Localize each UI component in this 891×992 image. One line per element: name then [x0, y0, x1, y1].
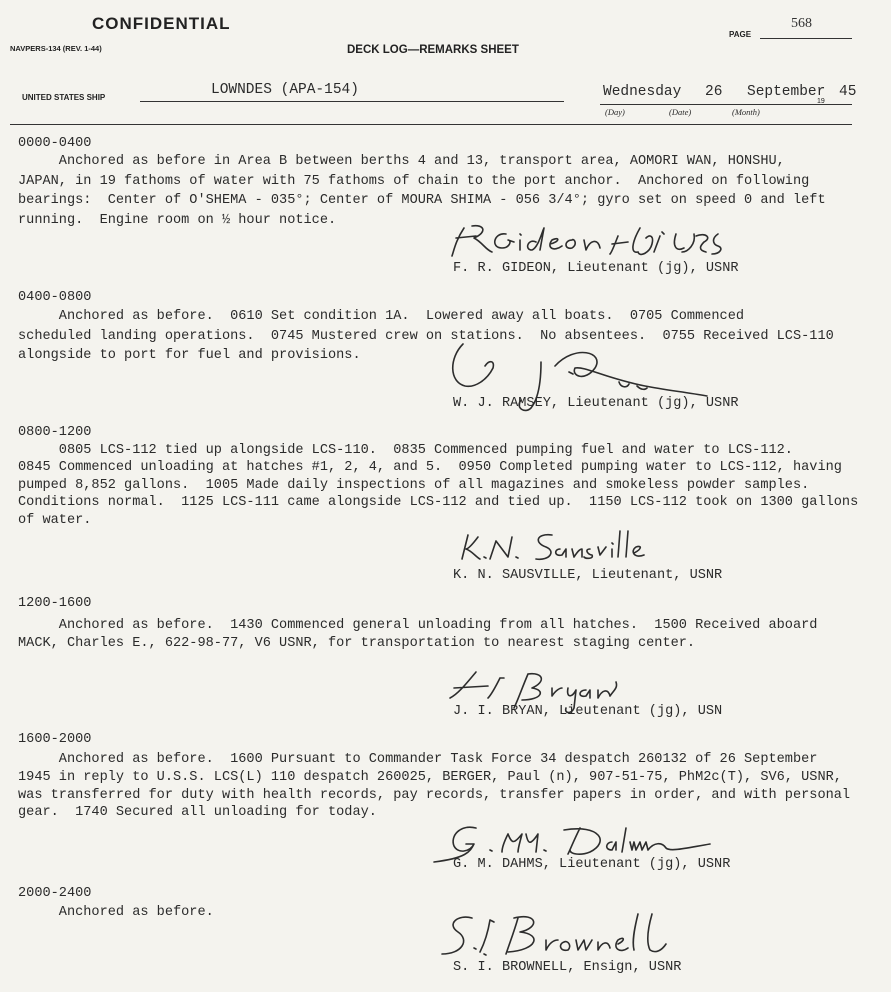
remark-line: scheduled landing operations. 0745 Mustered crew on stations. No absentees. 0755 Received LCS-110 [18, 328, 834, 344]
page-number-line [760, 38, 852, 39]
page-number: 568 [791, 16, 812, 31]
remark-line: 0805 LCS-112 tied up alongside LCS-110. 0835 Commenced pumping fuel and water to LCS-112. [18, 443, 793, 458]
entry-remarks [18, 442, 858, 529]
log-year: 45 [839, 84, 857, 100]
signer-name: F. R. GIDEON, Lieutenant (jg), USNR [453, 261, 739, 276]
day-caption: (Day) [605, 107, 625, 117]
remark-line: 1945 in reply to U.S.S. LCS(L) 110 despatch 260025, BERGER, Paul (n), 907-51-75, PhM2c(T), SV6, USNR, [18, 769, 842, 785]
signature-sausville [456, 527, 676, 571]
signer-name: G. M. DAHMS, Lieutenant (jg), USNR [453, 857, 731, 872]
log-date: 26 [705, 84, 723, 100]
remark-line: alongside to port for fuel and provisions. [18, 348, 361, 364]
ship-name-line [140, 101, 564, 102]
watch-period-2000-2400: 2000-2400 [18, 886, 92, 901]
form-title: DECK LOG—REMARKS SHEET [347, 44, 519, 56]
watch-period-1200-1600: 1200-1600 [18, 596, 92, 611]
remark-line: MACK, Charles E., 622-98-77, V6 USNR, for transportation to nearest staging center. [18, 636, 696, 651]
remark-line: Anchored as before. [18, 905, 214, 920]
log-day: Wednesday [603, 84, 682, 100]
remark-line: Conditions normal. 1125 LCS-111 came alongside LCS-112 and tied up. 1150 LCS-112 took on 1300 gallons [18, 495, 859, 511]
ship-label: UNITED STATES SHIP [22, 93, 106, 102]
remark-line: bearings: Center of O'SHEMA - 035°; Center of MOURA SHIMA - 056 3/4°; gyro set on speed 0 and left [18, 193, 826, 209]
watch-period-0400-0800: 0400-0800 [18, 290, 92, 305]
form-number: NAVPERS-134 (REV. 1-44) [10, 44, 102, 53]
signer-name: K. N. SAUSVILLE, Lieutenant, USNR [453, 568, 723, 583]
signer-name: W. J. RAMSEY, Lieutenant (jg), USNR [453, 396, 739, 411]
header-divider [10, 124, 852, 125]
date-line [600, 104, 852, 105]
remark-line: of water. [18, 512, 92, 528]
remark-line: Anchored as before. 1430 Commenced general unloading from all hatches. 1500 Received aboard [18, 618, 818, 633]
entry-remarks [18, 617, 817, 653]
date-caption: (Date) [669, 107, 692, 117]
log-month: September [747, 84, 826, 100]
remark-line: JAPAN, in 19 fathoms of water with 75 fathoms of chain to the port anchor. Anchored on following [18, 173, 810, 189]
entry-remarks [18, 904, 214, 922]
remark-line: Anchored as before in Area B between berths 4 and 13, transport area, AOMORI WAN, HONSHU, [18, 154, 785, 169]
remark-line: 0845 Commenced unloading at hatches #1, 2, 4, and 5. 0950 Completed pumping water to LCS-112, having [18, 460, 842, 476]
entry-remarks [18, 152, 826, 231]
ship-name: LOWNDES (APA-154) [211, 82, 359, 98]
signature-gideon [450, 222, 770, 266]
signer-name: S. I. BROWNELL, Ensign, USNR [453, 960, 682, 975]
remark-line: Anchored as before. 1600 Pursuant to Commander Task Force 34 despatch 260132 of 26 September [18, 752, 818, 767]
remark-line: was transferred for duty with health records, pay records, transfer papers in order, and with personal [18, 787, 851, 803]
page-label: PAGE [729, 30, 752, 39]
entry-remarks [18, 751, 850, 822]
signature-brownell [438, 910, 678, 966]
watch-period-0000-0400: 0000-0400 [18, 136, 92, 151]
watch-period-1600-2000: 1600-2000 [18, 732, 92, 747]
month-caption: (Month) [732, 107, 760, 117]
classification-heading: CONFIDENTIAL [92, 14, 231, 33]
remark-line: Anchored as before. 0610 Set condition 1A. Lowered away all boats. 0705 Commenced [18, 309, 745, 324]
signer-name: J. I. BRYAN, Lieutenant (jg), USN [453, 704, 723, 719]
watch-period-0800-1200: 0800-1200 [18, 425, 92, 440]
year-prefix: 19 [817, 98, 825, 105]
remark-line: pumped 8,852 gallons. 1005 Made daily inspections of all magazines and smokeless powder samples. [18, 477, 810, 493]
remark-line: running. Engine room on ½ hour notice. [18, 213, 337, 229]
remark-line: gear. 1740 Secured all unloading for today. [18, 805, 377, 821]
